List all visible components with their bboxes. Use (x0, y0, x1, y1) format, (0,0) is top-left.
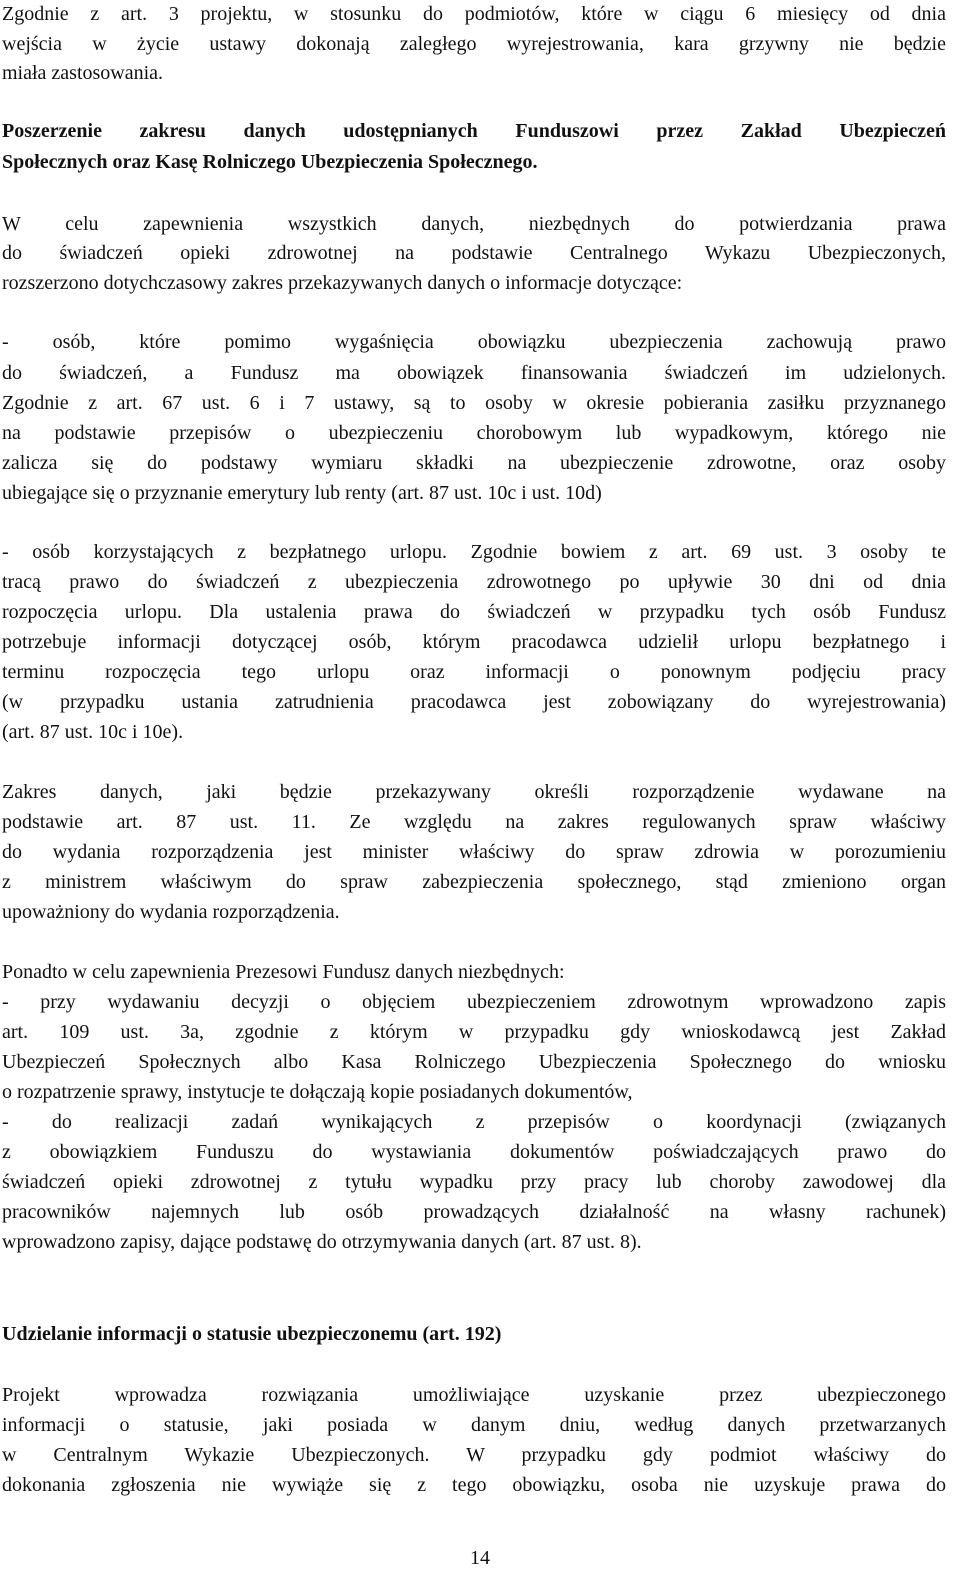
text-line: tracą prawo do świadczeń z ubezpieczenia zdrowotnego po upływie 30 dni od dnia (2, 571, 946, 593)
text-line: (art. 87 ust. 10c i 10e). (2, 721, 184, 743)
text-line: pracowników najemnych lub osób prowadzących działalność na własny rachunek) (2, 1201, 946, 1223)
text-line: rozszerzono dotychczasowy zakres przekazywanych danych o informacje dotyczące: (2, 272, 683, 294)
text-line: z ministrem właściwym do spraw zabezpieczenia społecznego, stąd zmieniono organ (2, 871, 946, 893)
text-line: do świadczeń, a Fundusz ma obowiązek finansowania świadczeń im udzielonych. (2, 362, 946, 384)
text-line: potrzebuje informacji dotyczącej osób, którym pracodawca udzielił urlopu bezpłatnego i (2, 631, 946, 653)
text-line: Zakres danych, jaki będzie przekazywany określi rozporządzenie wydawane na (2, 781, 946, 803)
text-line: Zgodnie z art. 3 projektu, w stosunku do podmiotów, które w ciągu 6 miesięcy od dnia (2, 3, 946, 25)
text-line: podstawie art. 87 ust. 11. Ze względu na zakres regulowanych spraw właściwy (2, 811, 946, 833)
text-line: na podstawie przepisów o ubezpieczeniu chorobowym lub wypadkowym, którego nie (2, 422, 946, 444)
text-line: do wydania rozporządzenia jest minister właściwy do spraw zdrowia w porozumieniu (2, 841, 946, 863)
text-line: miała zastosowania. (2, 62, 164, 84)
list-item-line: - przy wydawaniu decyzji o objęciem ubezpieczeniem zdrowotnym wprowadzono zapis (2, 991, 946, 1013)
text-line: ubiegające się o przyznanie emerytury lub renty (art. 87 ust. 10c i ust. 10d) (2, 482, 602, 504)
text-line: art. 109 ust. 3a, zgodnie z którym w przypadku gdy wnioskodawcą jest Zakład (2, 1021, 946, 1043)
list-item-line: - osób korzystających z bezpłatnego urlopu. Zgodnie bowiem z art. 69 ust. 3 osoby te (2, 541, 946, 563)
text-line: świadczeń opieki zdrowotnej z tytułu wypadku przy pracy lub choroby zawodowej dla (2, 1171, 946, 1193)
text-line: w Centralnym Wykazie Ubezpieczonych. W przypadku gdy podmiot właściwy do (2, 1444, 946, 1466)
text-line: (w przypadku ustania zatrudnienia pracodawca jest zobowiązany do wyrejestrowania) (2, 691, 946, 713)
text-line: wejścia w życie ustawy dokonają zaległego wyrejestrowania, kara grzywny nie będzie (2, 33, 946, 55)
text-line: o rozpatrzenie sprawy, instytucje te dołączają kopie posiadanych dokumentów, (2, 1081, 633, 1103)
text-line: Ubezpieczeń Społecznych albo Kasa Rolniczego Ubezpieczenia Społecznego do wniosku (2, 1051, 946, 1073)
text-line: W celu zapewnienia wszystkich danych, niezbędnych do potwierdzania prawa (2, 213, 946, 235)
page-number: 14 (470, 1547, 490, 1569)
list-item-line: - do realizacji zadań wynikających z przepisów o koordynacji (związanych (2, 1111, 946, 1133)
text-line: informacji o statusie, jaki posiada w danym dniu, według danych przetwarzanych (2, 1414, 946, 1436)
text-line: upoważniony do wydania rozporządzenia. (2, 901, 340, 923)
text-line: dokonania zgłoszenia nie wywiąże się z tego obowiązku, osoba nie uzyskuje prawa do (2, 1474, 946, 1496)
text-line: z obowiązkiem Funduszu do wystawiania dokumentów poświadczających prawo do (2, 1141, 946, 1163)
text-line: Projekt wprowadza rozwiązania umożliwiające uzyskanie przez ubezpieczonego (2, 1384, 946, 1406)
section-heading: Udzielanie informacji o statusie ubezpieczonemu (art. 192) (2, 1323, 502, 1345)
section-heading: Społecznych oraz Kasę Rolniczego Ubezpieczenia Społecznego. (2, 151, 538, 173)
text-line: wprowadzono zapisy, dające podstawę do otrzymywania danych (art. 87 ust. 8). (2, 1231, 642, 1253)
text-line: Zgodnie z art. 67 ust. 6 i 7 ustawy, są to osoby w okresie pobierania zasiłku przyznanego (2, 392, 946, 414)
text-line: do świadczeń opieki zdrowotnej na podstawie Centralnego Wykazu Ubezpieczonych, (2, 242, 946, 264)
text-line: terminu rozpoczęcia tego urlopu oraz informacji o ponownym podjęciu pracy (2, 661, 946, 683)
text-line: Ponadto w celu zapewnienia Prezesowi Fundusz danych niezbędnych: (2, 961, 565, 983)
text-line: zalicza się do podstawy wymiaru składki na ubezpieczenie zdrowotne, oraz osoby (2, 452, 946, 474)
text-line: rozpoczęcia urlopu. Dla ustalenia prawa do świadczeń w przypadku tych osób Fundusz (2, 601, 946, 623)
list-item-line: - osób, które pomimo wygaśnięcia obowiązku ubezpieczenia zachowują prawo (2, 331, 946, 353)
section-heading: Poszerzenie zakresu danych udostępnianych Funduszowi przez Zakład Ubezpieczeń (2, 120, 946, 142)
